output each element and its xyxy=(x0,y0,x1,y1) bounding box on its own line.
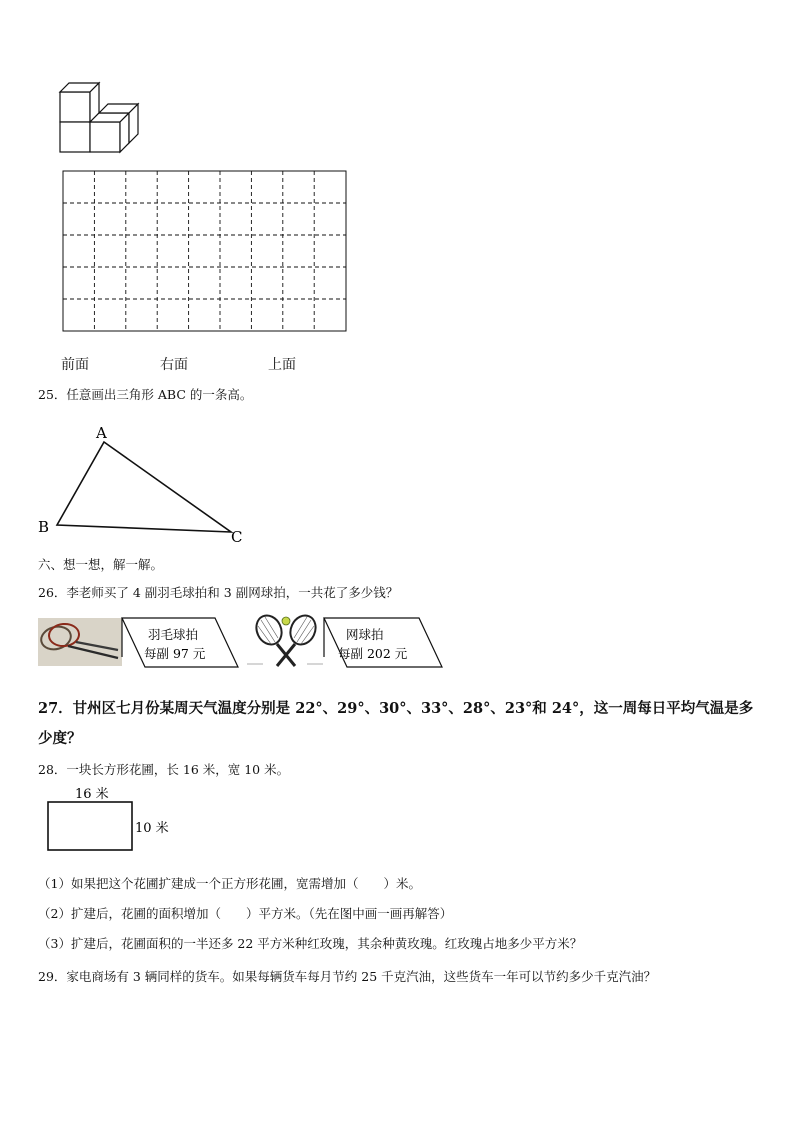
view-label-top: 上面 xyxy=(268,357,296,373)
cube-figure xyxy=(55,78,145,158)
question-25: 25．任意画出三角形 ABC 的一条高。 xyxy=(38,387,253,402)
badminton-price-tag xyxy=(118,617,240,669)
tennis-price-tag xyxy=(320,617,444,669)
badminton-name: 羽毛球拍 xyxy=(148,627,199,642)
question-28-part-2: （2）扩建后，花圃的面积增加（ ）平方米。（先在图中画一画再解答） xyxy=(38,906,453,921)
question-28: 28．一块长方形花圃，长 16 米，宽 10 米。 xyxy=(38,762,290,777)
vertex-c-label: C xyxy=(231,528,243,546)
section-6-heading: 六、想一想，解一解。 xyxy=(38,557,164,572)
vertex-b-label: B xyxy=(38,518,50,536)
question-29: 29．家电商场有 3 辆同样的货车。如果每辆货车每月节约 25 千克汽油，这些货车一年可以节约多少千克汽油？ xyxy=(38,969,657,984)
triangle-abc xyxy=(35,420,255,550)
garden-length-label: 16 米 xyxy=(75,787,109,802)
garden-rectangle-figure xyxy=(45,782,175,854)
question-27-line-2: 少度？ xyxy=(38,730,82,747)
vertex-a-label: A xyxy=(96,424,107,442)
tennis-racket-image xyxy=(245,612,325,670)
question-28-part-3: （3）扩建后，花圃面积的一半还多 22 平方米种红玫瑰，其余种黄玫瑰。红玫瑰占地多少平方米？ xyxy=(38,936,583,951)
view-label-right: 右面 xyxy=(160,357,188,373)
tennis-name: 网球拍 xyxy=(346,627,384,642)
tennis-price: 每副 202 元 xyxy=(338,646,408,661)
dashed-grid xyxy=(62,170,348,333)
badminton-racket-image xyxy=(38,618,122,666)
badminton-price: 每副 97 元 xyxy=(144,646,206,661)
question-28-part-1: （1）如果把这个花圃扩建成一个正方形花圃，宽需增加（ ）米。 xyxy=(38,876,421,891)
question-27-line-1: 27．甘州区七月份某周天气温度分别是 22°、29°、30°、33°、28°、23°和 24°，这一周每日平均气温是多 xyxy=(38,700,754,717)
view-label-front: 前面 xyxy=(61,357,89,373)
garden-width-label: 10 米 xyxy=(135,821,169,836)
question-26: 26．李老师买了 4 副羽毛球拍和 3 副网球拍，一共花了多少钱？ xyxy=(38,585,399,600)
